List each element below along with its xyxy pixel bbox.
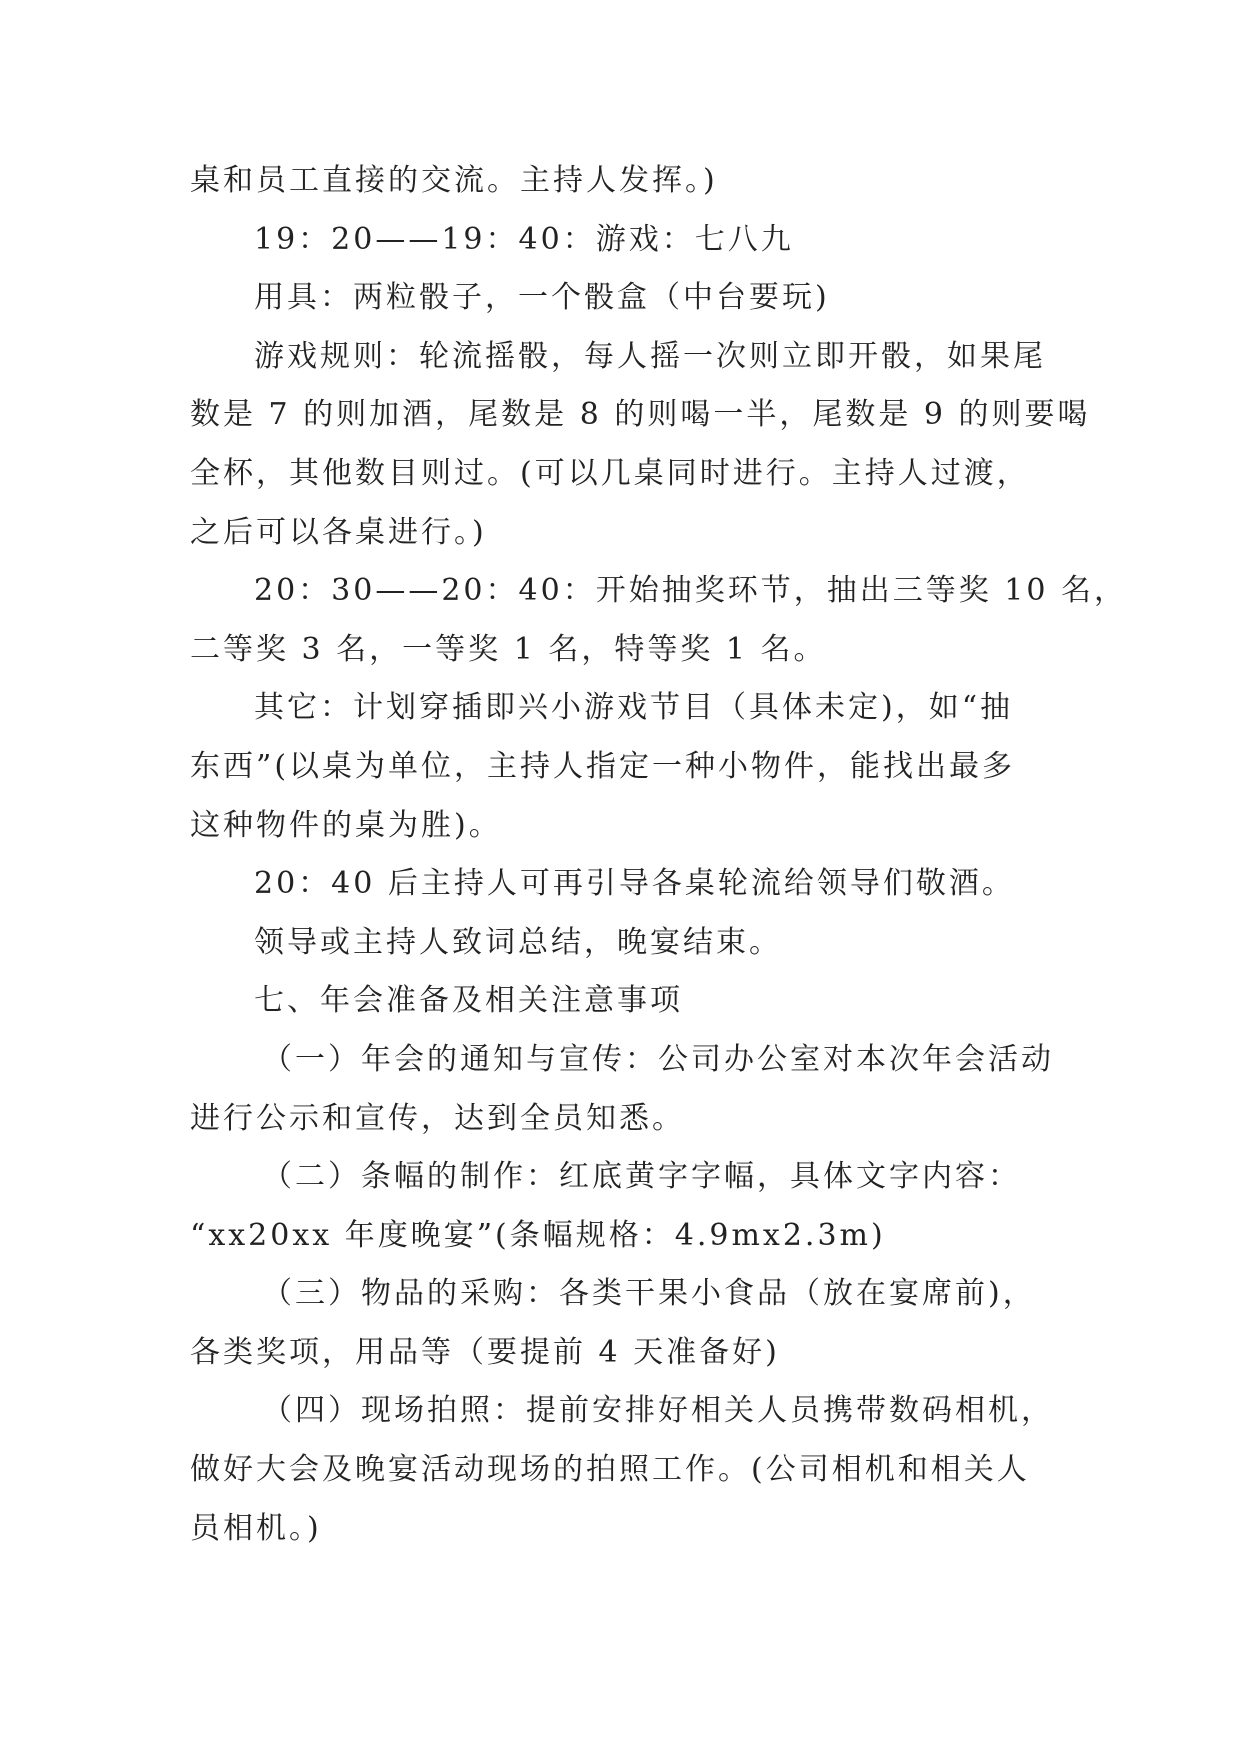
text-line: 进行公示和宣传，达到全员知悉。: [190, 1100, 685, 1136]
text-line: 其它：计划穿插即兴小游戏节目（具体未定)，如“抽: [254, 690, 1014, 726]
text-line: （二）条幅的制作：红底黄字字幅，具体文字内容：: [262, 1159, 1021, 1195]
text-line: 20：40 后主持人可再引导各桌轮流给领导们敬酒。: [254, 866, 1015, 902]
schedule-item: [190, 562, 1127, 679]
text-line: 这种物件的桌为胜)。: [190, 807, 502, 843]
paragraph: [190, 855, 1070, 914]
document-body: [190, 152, 1127, 1558]
text-line: （四）现场拍照：提前安排好相关人员携带数码相机，: [262, 1393, 1054, 1429]
text-line: 做好大会及晚宴活动现场的拍照工作。(公司相机和相关人: [190, 1452, 1030, 1488]
list-item: [190, 1382, 1070, 1558]
list-item: [190, 1148, 1070, 1265]
paragraph: [190, 328, 1091, 562]
text-line: 各类奖项，用品等（要提前 4 天准备好): [190, 1334, 780, 1370]
section-heading: [190, 972, 1070, 1031]
text-line: 20：30——20：40：开始抽奖环节，抽出三等奖 10 名，: [254, 573, 1127, 609]
schedule-item: [190, 211, 1070, 270]
text-line: 之后可以各桌进行。): [190, 514, 487, 550]
text-line: 游戏规则：轮流摇骰，每人摇一次则立即开骰，如果尾: [254, 338, 1046, 374]
text-line: 数是 7 的则加酒，尾数是 8 的则喝一半，尾数是 9 的则要喝: [190, 397, 1091, 433]
text-line: 七、年会准备及相关注意事项: [254, 983, 683, 1019]
text-line: 二等奖 3 名，一等奖 1 名，特等奖 1 名。: [190, 631, 827, 667]
paragraph: [190, 152, 1070, 211]
list-item: [190, 1031, 1070, 1148]
text-line: 用具：两粒骰子，一个骰盒（中台要玩): [254, 280, 830, 316]
text-line: 桌和员工直接的交流。主持人发挥。): [190, 163, 718, 198]
text-line: “xx20xx 年度晚宴”(条幅规格：4.9mx2.3m): [190, 1217, 886, 1253]
text-line: 领导或主持人致词总结，晚宴结束。: [254, 924, 782, 960]
list-item: [190, 1265, 1070, 1382]
text-line: 全杯，其他数目则过。(可以几桌同时进行。主持人过渡，: [190, 455, 1030, 491]
text-line: 19：20——19：40：游戏：七八九: [254, 221, 794, 257]
text-line: （一）年会的通知与宣传：公司办公室对本次年会活动: [262, 1041, 1054, 1077]
text-line: 东西”(以桌为单位，主持人指定一种小物件，能找出最多: [190, 748, 1016, 784]
paragraph: [190, 269, 1070, 328]
text-line: （三）物品的采购：各类干果小食品（放在宴席前)，: [262, 1276, 1036, 1312]
text-line: 员相机。): [190, 1510, 322, 1546]
paragraph: [190, 679, 1070, 855]
paragraph: [190, 914, 1070, 973]
